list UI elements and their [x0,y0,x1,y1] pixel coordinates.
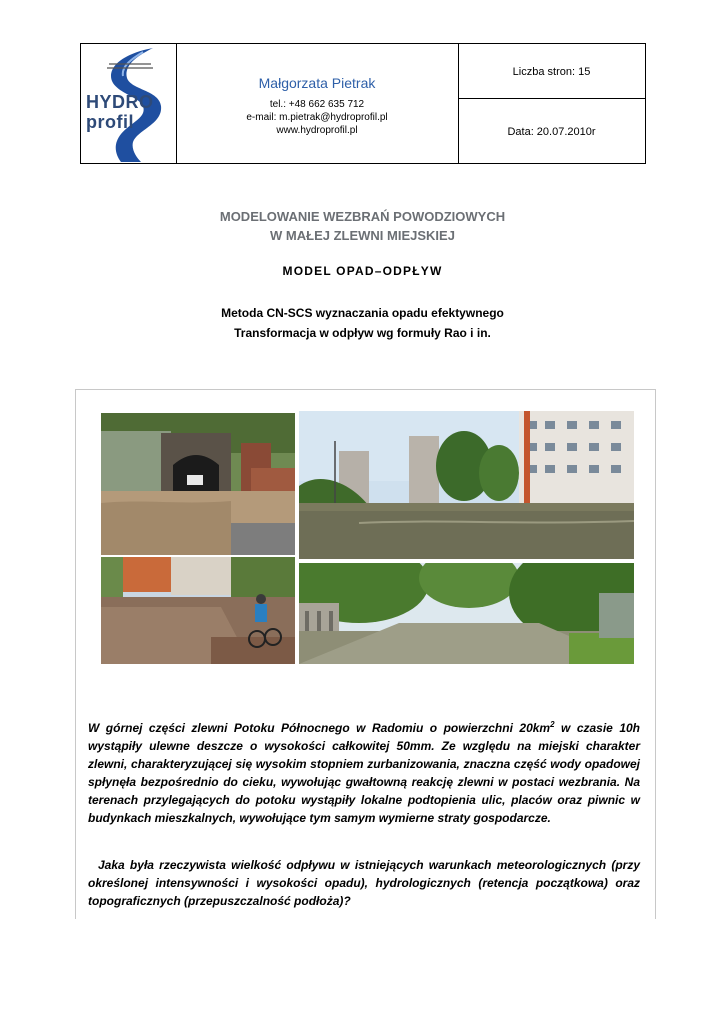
question-text: Jaka była rzeczywista wielkość odpływu w istniejących warunkach meteorologicznych (przy określonej intensywności i wysokości opadu), hydrologicznych (retencja początkowa) oraz topograficznych (przepuszczalność podłoża)? [88,858,640,908]
website: www.hydroprofil.pl [276,125,358,136]
title-line-1: MODELOWANIE WEZBRAŃ POWODZIOWYCH [219,209,506,224]
author-info-cell [176,44,459,163]
photo-flooded-park-road [299,563,634,664]
scenario-text: W górnej części zlewni Potoku Północnego w Radomiu o powierzchni $20km^2$ w czasie 10h wystąpiły ulewne deszcze o wysokości całkowitej 50mm. Ze względu na miejski charakter zlewni, charakteryzującej się wysokim stopniem zurbanizowania, znaczna część wody opadowej spłynęła bezpośrednio do cieku, wywołując gwałtowną reakcję zlewni w postaci wezbrania. Na terenach przylegających do potoku wystąpiły lokalne podtopienia ulic, placów oraz piwnic w budynkach mieszkalnych, wywołujące tym samym wymierne straty gospodarcze. [88,720,640,825]
model-heading: MODEL OPAD–ODPŁYW [282,264,443,278]
date-cell [458,98,645,163]
photo-flooded-underpass [101,413,295,555]
method-line-1: Metoda CN-SCS wyznaczania opadu efektywnego [221,306,504,320]
author-name: Małgorzata Pietrak [258,75,376,91]
document-header [80,43,646,164]
logo-text-hydro: HYDRO [86,92,154,112]
method-line-2: Transformacja w odpływ wg formuły Rao i in. [234,326,491,340]
email: e-mail: m.pietrak@hydroprofil.pl [246,112,388,123]
pages-cell [458,44,645,99]
phone: tel.: +48 662 635 712 [269,99,365,110]
question-paragraph [88,856,640,910]
contact-block [176,98,458,137]
title-line-2: W MAŁEJ ZLEWNI MIEJSKIEJ [270,228,455,243]
page-count: Liczba stron: 15 [512,66,591,78]
logo-cell [81,44,177,163]
photo-flooded-residential [299,411,634,559]
photo-flooded-street-cyclist [101,557,295,664]
document-date: Data: 20.07.2010r [507,126,596,138]
scenario-paragraph [88,716,640,827]
logo-text-profil: profil [86,112,134,132]
